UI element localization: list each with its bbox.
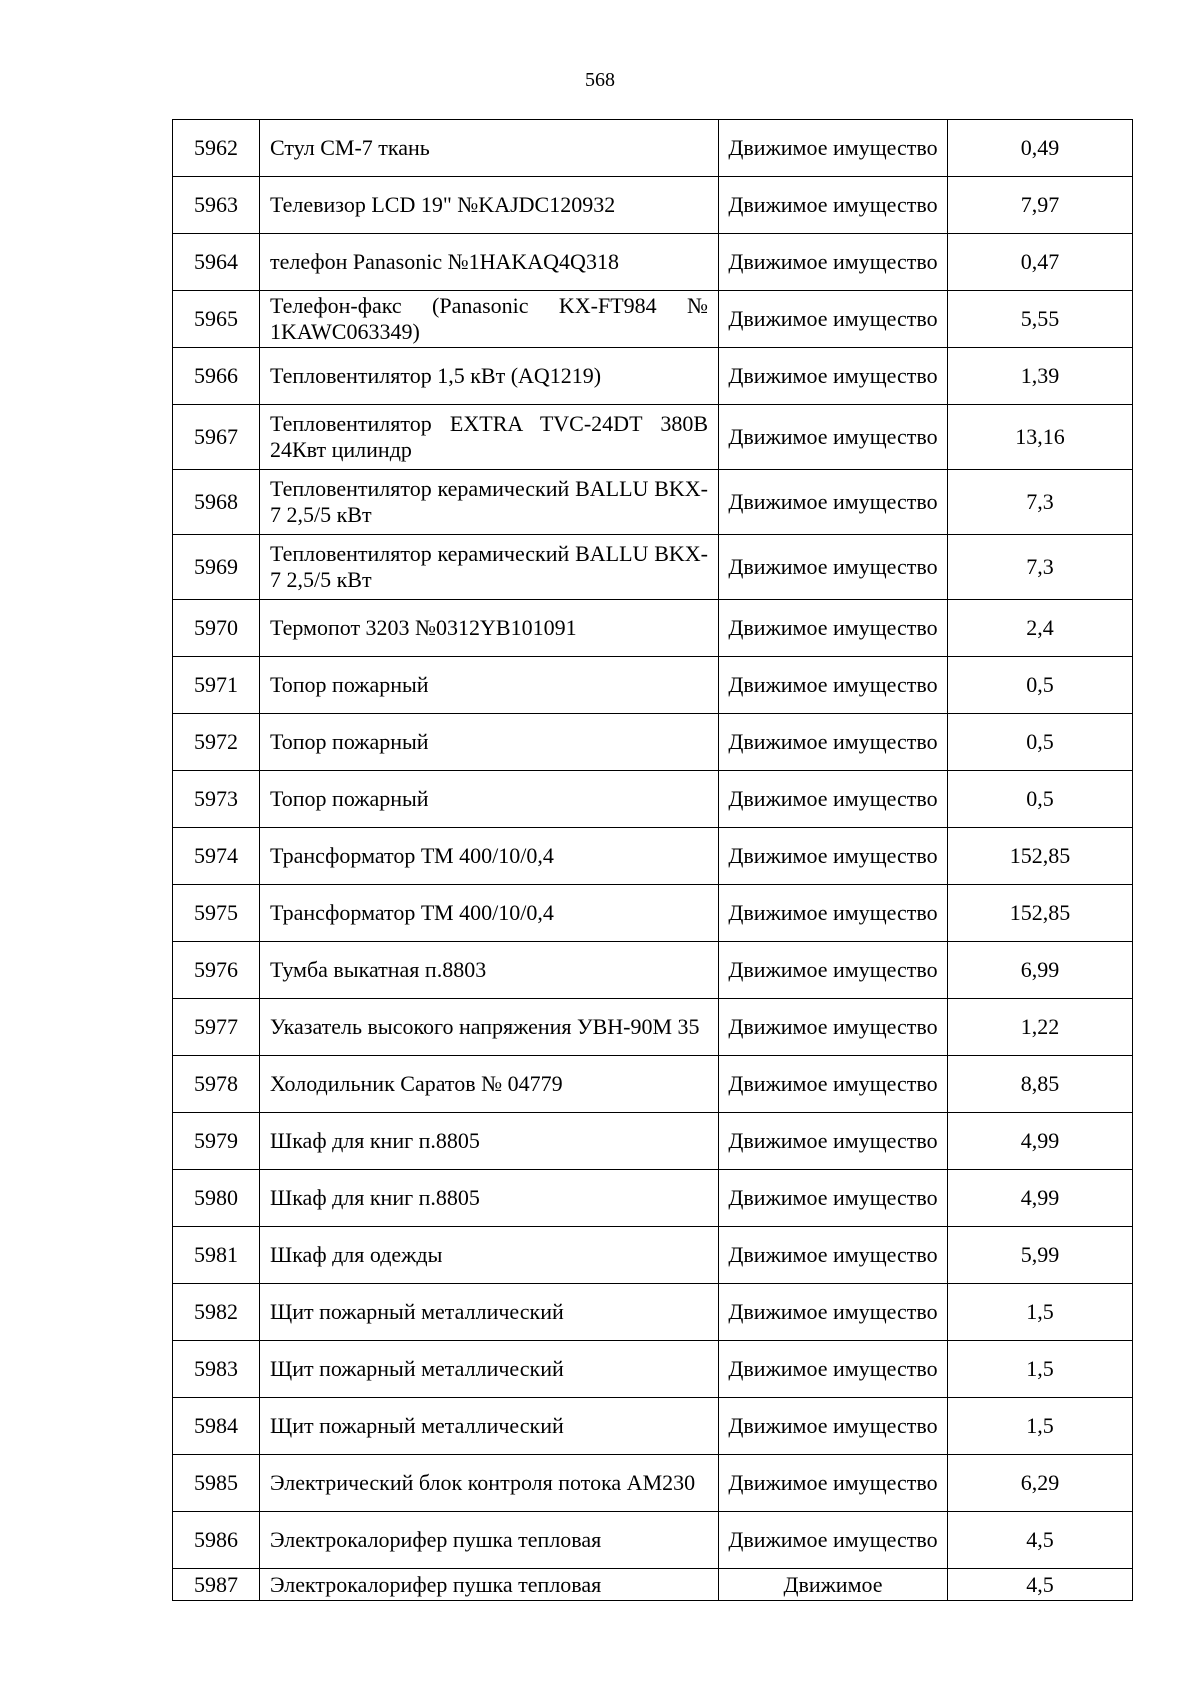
item-value: 7,97: [948, 177, 1133, 234]
property-type: Движимое имущество: [719, 1455, 948, 1512]
property-type: Движимое имущество: [719, 470, 948, 535]
property-type: Движимое имущество: [719, 600, 948, 657]
table-row: [173, 234, 1133, 291]
item-value: 5,55: [948, 291, 1133, 348]
row-number: 5976: [173, 942, 260, 999]
table-row: [173, 828, 1133, 885]
item-value: 4,99: [948, 1170, 1133, 1227]
property-table-body: [173, 120, 1133, 1601]
table-row: [173, 535, 1133, 600]
row-number: 5984: [173, 1398, 260, 1455]
item-name: Тепловентилятор керамический BALLU BKX-7 2,5/5 кВт: [260, 535, 719, 600]
table-row: [173, 714, 1133, 771]
table-row: [173, 1398, 1133, 1455]
row-number: 5962: [173, 120, 260, 177]
item-value: 1,5: [948, 1341, 1133, 1398]
item-name: Щит пожарный металлический: [260, 1341, 719, 1398]
item-value: 5,99: [948, 1227, 1133, 1284]
item-name: Шкаф для книг п.8805: [260, 1113, 719, 1170]
row-number: 5965: [173, 291, 260, 348]
item-value: 7,3: [948, 535, 1133, 600]
item-name: Топор пожарный: [260, 714, 719, 771]
row-number: 5987: [173, 1569, 260, 1601]
property-type: Движимое имущество: [719, 942, 948, 999]
property-type: Движимое имущество: [719, 291, 948, 348]
table-row: [173, 1284, 1133, 1341]
property-type: Движимое имущество: [719, 348, 948, 405]
item-name: Шкаф для одежды: [260, 1227, 719, 1284]
table-row: [173, 771, 1133, 828]
table-row: [173, 1113, 1133, 1170]
table-row: [173, 120, 1133, 177]
item-name: Электрокалорифер пушка тепловая: [260, 1569, 719, 1601]
property-type: Движимое имущество: [719, 885, 948, 942]
item-value: 4,5: [948, 1569, 1133, 1601]
property-type: Движимое имущество: [719, 1512, 948, 1569]
item-value: 0,5: [948, 714, 1133, 771]
property-type: Движимое имущество: [719, 405, 948, 470]
row-number: 5972: [173, 714, 260, 771]
item-name: Шкаф для книг п.8805: [260, 1170, 719, 1227]
item-name: Электрический блок контроля потока АМ230: [260, 1455, 719, 1512]
row-number: 5978: [173, 1056, 260, 1113]
item-name: Стул СМ-7 ткань: [260, 120, 719, 177]
row-number: 5982: [173, 1284, 260, 1341]
item-name: Щит пожарный металлический: [260, 1284, 719, 1341]
item-name: Телефон-факс (Panasonic KX-FT984 № 1KAWC063349): [260, 291, 719, 348]
item-name: Указатель высокого напряжения УВН-90М 35: [260, 999, 719, 1056]
item-value: 1,22: [948, 999, 1133, 1056]
table-row: [173, 1512, 1133, 1569]
row-number: 5983: [173, 1341, 260, 1398]
row-number: 5979: [173, 1113, 260, 1170]
row-number: 5966: [173, 348, 260, 405]
property-type: Движимое имущество: [719, 234, 948, 291]
row-number: 5986: [173, 1512, 260, 1569]
item-value: 0,47: [948, 234, 1133, 291]
row-number: 5980: [173, 1170, 260, 1227]
table-row: [173, 657, 1133, 714]
item-value: 0,49: [948, 120, 1133, 177]
item-name: Щит пожарный металлический: [260, 1398, 719, 1455]
item-value: 4,99: [948, 1113, 1133, 1170]
row-number: 5977: [173, 999, 260, 1056]
row-number: 5963: [173, 177, 260, 234]
item-name: Тумба выкатная п.8803: [260, 942, 719, 999]
table-row: [173, 1455, 1133, 1512]
property-type: Движимое имущество: [719, 771, 948, 828]
item-value: 4,5: [948, 1512, 1133, 1569]
item-name: Телевизор LCD 19" №KAJDC120932: [260, 177, 719, 234]
property-type: Движимое имущество: [719, 999, 948, 1056]
row-number: 5967: [173, 405, 260, 470]
item-value: 0,5: [948, 657, 1133, 714]
property-type: Движимое имущество: [719, 1170, 948, 1227]
property-type: Движимое имущество: [719, 1341, 948, 1398]
item-name: Топор пожарный: [260, 771, 719, 828]
page-number: 568: [585, 69, 615, 91]
table-row: [173, 348, 1133, 405]
table-row: [173, 1056, 1133, 1113]
property-table: [172, 119, 1133, 1601]
property-type: Движимое имущество: [719, 1284, 948, 1341]
item-value: 152,85: [948, 828, 1133, 885]
item-name: Тепловентилятор EXTRA TVC-24DT 380В 24Квт цилиндр: [260, 405, 719, 470]
property-type: Движимое имущество: [719, 1227, 948, 1284]
item-name: Электрокалорифер пушка тепловая: [260, 1512, 719, 1569]
row-number: 5971: [173, 657, 260, 714]
property-type: Движимое имущество: [719, 177, 948, 234]
table-row: [173, 291, 1133, 348]
item-name: телефон Panasonic №1HAKAQ4Q318: [260, 234, 719, 291]
row-number: 5985: [173, 1455, 260, 1512]
property-type: Движимое имущество: [719, 1113, 948, 1170]
table-row: [173, 1569, 1133, 1601]
item-value: 1,5: [948, 1284, 1133, 1341]
item-value: 6,99: [948, 942, 1133, 999]
item-value: 6,29: [948, 1455, 1133, 1512]
table-row: [173, 942, 1133, 999]
table-row: [173, 1341, 1133, 1398]
table-row: [173, 600, 1133, 657]
row-number: 5970: [173, 600, 260, 657]
item-name: Тепловентилятор 1,5 кВт (AQ1219): [260, 348, 719, 405]
table-row: [173, 1170, 1133, 1227]
property-type: Движимое имущество: [719, 1398, 948, 1455]
item-value: 0,5: [948, 771, 1133, 828]
property-type: Движимое имущество: [719, 714, 948, 771]
item-name: Трансформатор ТМ 400/10/0,4: [260, 885, 719, 942]
item-value: 1,5: [948, 1398, 1133, 1455]
table-row: [173, 885, 1133, 942]
property-type: Движимое: [719, 1569, 948, 1601]
item-value: 13,16: [948, 405, 1133, 470]
row-number: 5974: [173, 828, 260, 885]
row-number: 5975: [173, 885, 260, 942]
table-row: [173, 999, 1133, 1056]
item-value: 1,39: [948, 348, 1133, 405]
item-name: Тепловентилятор керамический BALLU BKX-7 2,5/5 кВт: [260, 470, 719, 535]
item-name: Топор пожарный: [260, 657, 719, 714]
table-row: [173, 177, 1133, 234]
item-value: 7,3: [948, 470, 1133, 535]
property-type: Движимое имущество: [719, 1056, 948, 1113]
item-name: Холодильник Саратов № 04779: [260, 1056, 719, 1113]
item-value: 152,85: [948, 885, 1133, 942]
table-row: [173, 1227, 1133, 1284]
item-name: Трансформатор ТМ 400/10/0,4: [260, 828, 719, 885]
row-number: 5973: [173, 771, 260, 828]
row-number: 5964: [173, 234, 260, 291]
property-type: Движимое имущество: [719, 828, 948, 885]
property-type: Движимое имущество: [719, 535, 948, 600]
item-name: Термопот 3203 №0312YB101091: [260, 600, 719, 657]
row-number: 5969: [173, 535, 260, 600]
property-type: Движимое имущество: [719, 657, 948, 714]
item-value: 8,85: [948, 1056, 1133, 1113]
row-number: 5981: [173, 1227, 260, 1284]
item-value: 2,4: [948, 600, 1133, 657]
property-type: Движимое имущество: [719, 120, 948, 177]
table-row: [173, 470, 1133, 535]
table-row: [173, 405, 1133, 470]
row-number: 5968: [173, 470, 260, 535]
